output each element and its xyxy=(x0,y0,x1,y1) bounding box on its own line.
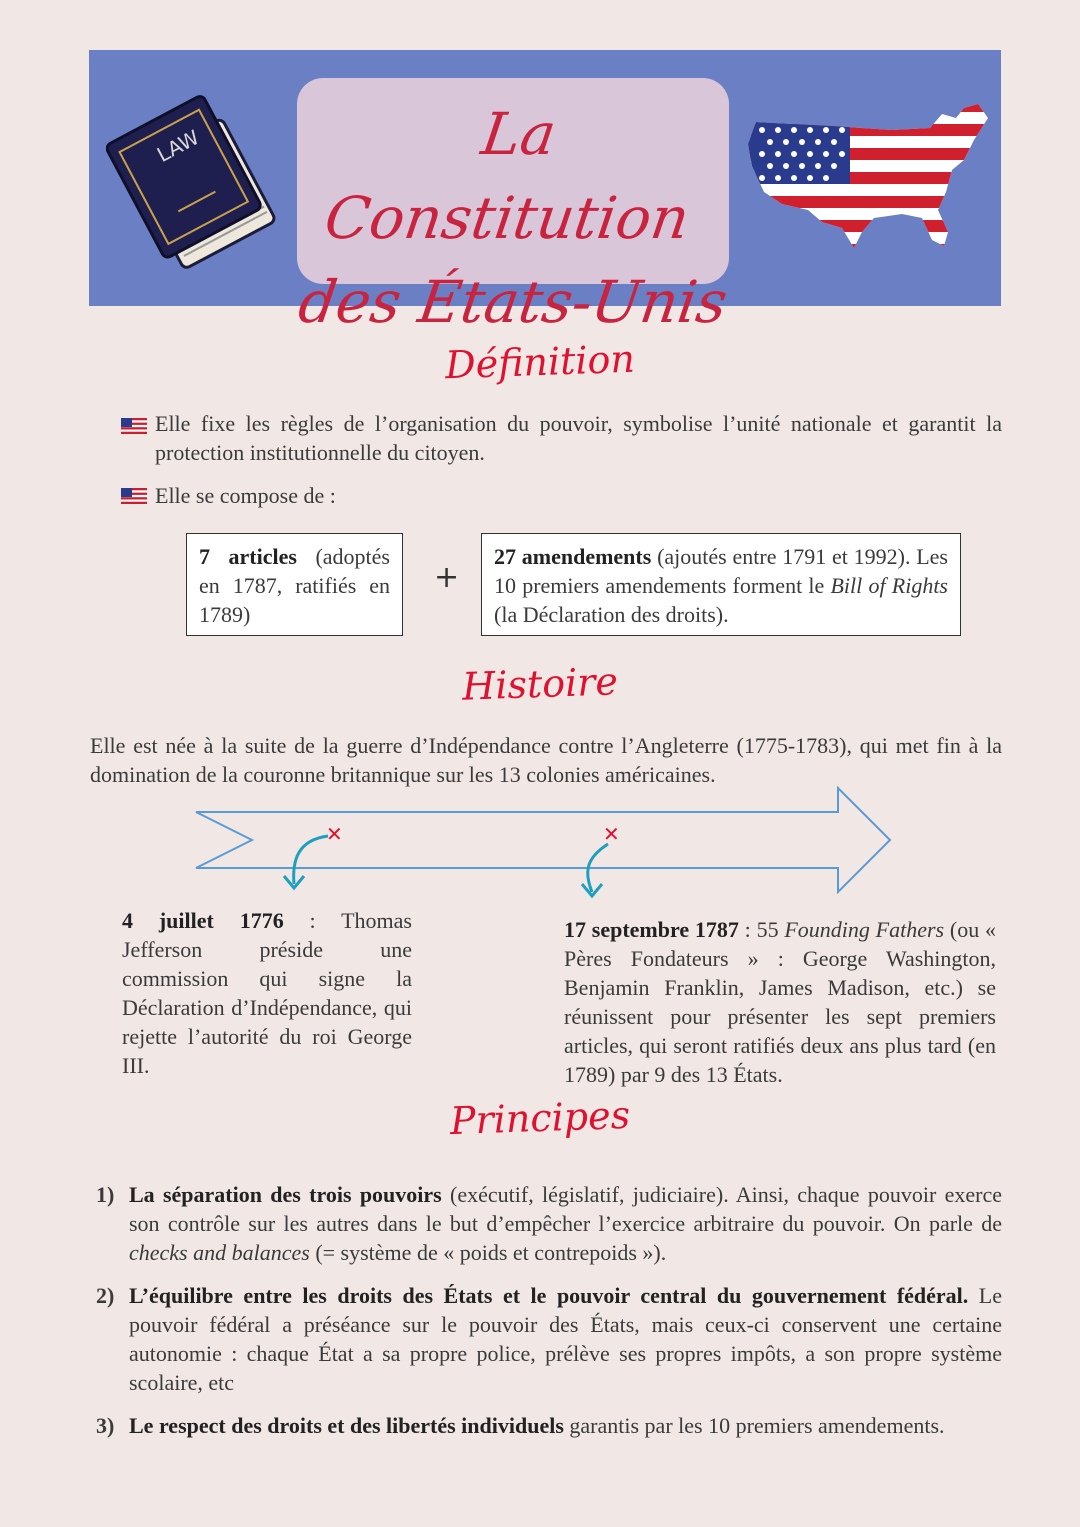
event-1787-text-a: : 55 xyxy=(738,917,785,942)
title-line-1: La Constitution xyxy=(320,100,694,252)
bill-of-rights: Bill of Rights xyxy=(830,573,948,598)
amendments-end: (la Déclaration des droits). xyxy=(494,602,729,627)
principle-title: La séparation des trois pouvoirs xyxy=(129,1182,442,1207)
plus-sign: + xyxy=(434,560,460,595)
event-1776 xyxy=(122,906,412,1080)
event-1787-date: 17 septembre 1787 xyxy=(564,917,739,942)
principle-item xyxy=(96,1411,1002,1440)
timeline-mark-1787: ✕ xyxy=(603,822,620,846)
event-1787 xyxy=(564,915,996,1089)
curved-arrow-icon xyxy=(578,840,618,902)
usa-flag-map-icon xyxy=(742,100,994,260)
event-1787-text-b: (ou « Pères Fondateurs » : George Washington, Benjamin Franklin, James Madison, etc.) se réunissent pour présenter les sept premiers articles, qui seront ratifiés deux ans plus tard (en 1789) par 9 des 13 États. xyxy=(564,917,996,1087)
principle-title: L’équilibre entre les droits des États et le pouvoir central du gouvernement fédéral. xyxy=(129,1283,969,1308)
definition-bullet-2: Elle se compose de : xyxy=(155,483,336,508)
principle-number: 1) xyxy=(96,1182,115,1207)
principle-number: 2) xyxy=(96,1283,115,1308)
principle-text: garantis par les 10 premiers amendements. xyxy=(563,1413,945,1438)
page-title xyxy=(294,78,732,336)
title-line-2: des États-Unis xyxy=(294,268,732,336)
articles-count: 7 articles xyxy=(199,544,297,569)
principle-title: Le respect des droits et des libertés individuels xyxy=(129,1413,564,1438)
amendments-box xyxy=(481,533,961,636)
timeline-mark-1776: ✕ xyxy=(326,822,343,846)
principle-italic: checks and balances xyxy=(129,1240,310,1265)
law-book-icon xyxy=(106,92,276,272)
principle-text: Le pouvoir fédéral a préséance sur le pouvoir des États, mais ceux-ci conservent une certaine autonomie : chaque État a sa propre police, prélève ses propres impôts, a son propre système scolaire, etc xyxy=(129,1283,1003,1395)
principle-number: 3) xyxy=(96,1413,115,1438)
principle-text: (exécutif, législatif, judiciaire). Ainsi, chaque pouvoir exerce son contrôle sur les autres dans le but d’empêcher l’exercice arbitraire du pouvoir. On parle de xyxy=(129,1182,1002,1236)
articles-box xyxy=(186,533,403,636)
principles-heading: Principes xyxy=(449,1092,631,1144)
curved-arrow-icon xyxy=(278,832,334,892)
history-intro: Elle est née à la suite de la guerre d’Indépendance contre l’Angleterre (1775-1783), qui met fin à la domination de la couronne britannique sur les 13 colonies américaines. xyxy=(90,733,1002,787)
us-flag-bullet-icon xyxy=(121,418,147,434)
principle-end: (= système de « poids et contrepoids »). xyxy=(309,1240,667,1265)
book-label: LAW xyxy=(152,125,204,167)
us-flag-bullet-icon xyxy=(121,488,147,504)
event-1776-text: : Thomas Jefferson préside une commission qui signe la Déclaration d’Indépendance, qui rejette l’autorité du roi George III. xyxy=(122,908,412,1078)
history-heading: Histoire xyxy=(461,659,619,709)
amendments-count: 27 amendements xyxy=(494,544,652,569)
founding-fathers: Founding Fathers xyxy=(784,917,945,942)
articles-detail: (adoptés en 1787, ratifiés en 1789) xyxy=(199,544,390,627)
principle-item xyxy=(96,1281,1002,1397)
amendments-detail: (ajoutés entre 1791 et 1992). Les 10 premiers amendements forment le xyxy=(494,544,948,598)
event-1776-date: 4 juillet 1776 xyxy=(122,908,284,933)
definition-bullet-1: Elle fixe les règles de l’organisation du pouvoir, symbolise l’unité nationale et garantit la protection institutionnelle du citoyen. xyxy=(155,411,1002,465)
principle-item xyxy=(96,1180,1002,1267)
principles-list xyxy=(96,1180,1002,1454)
definition-heading: Définition xyxy=(444,336,636,388)
